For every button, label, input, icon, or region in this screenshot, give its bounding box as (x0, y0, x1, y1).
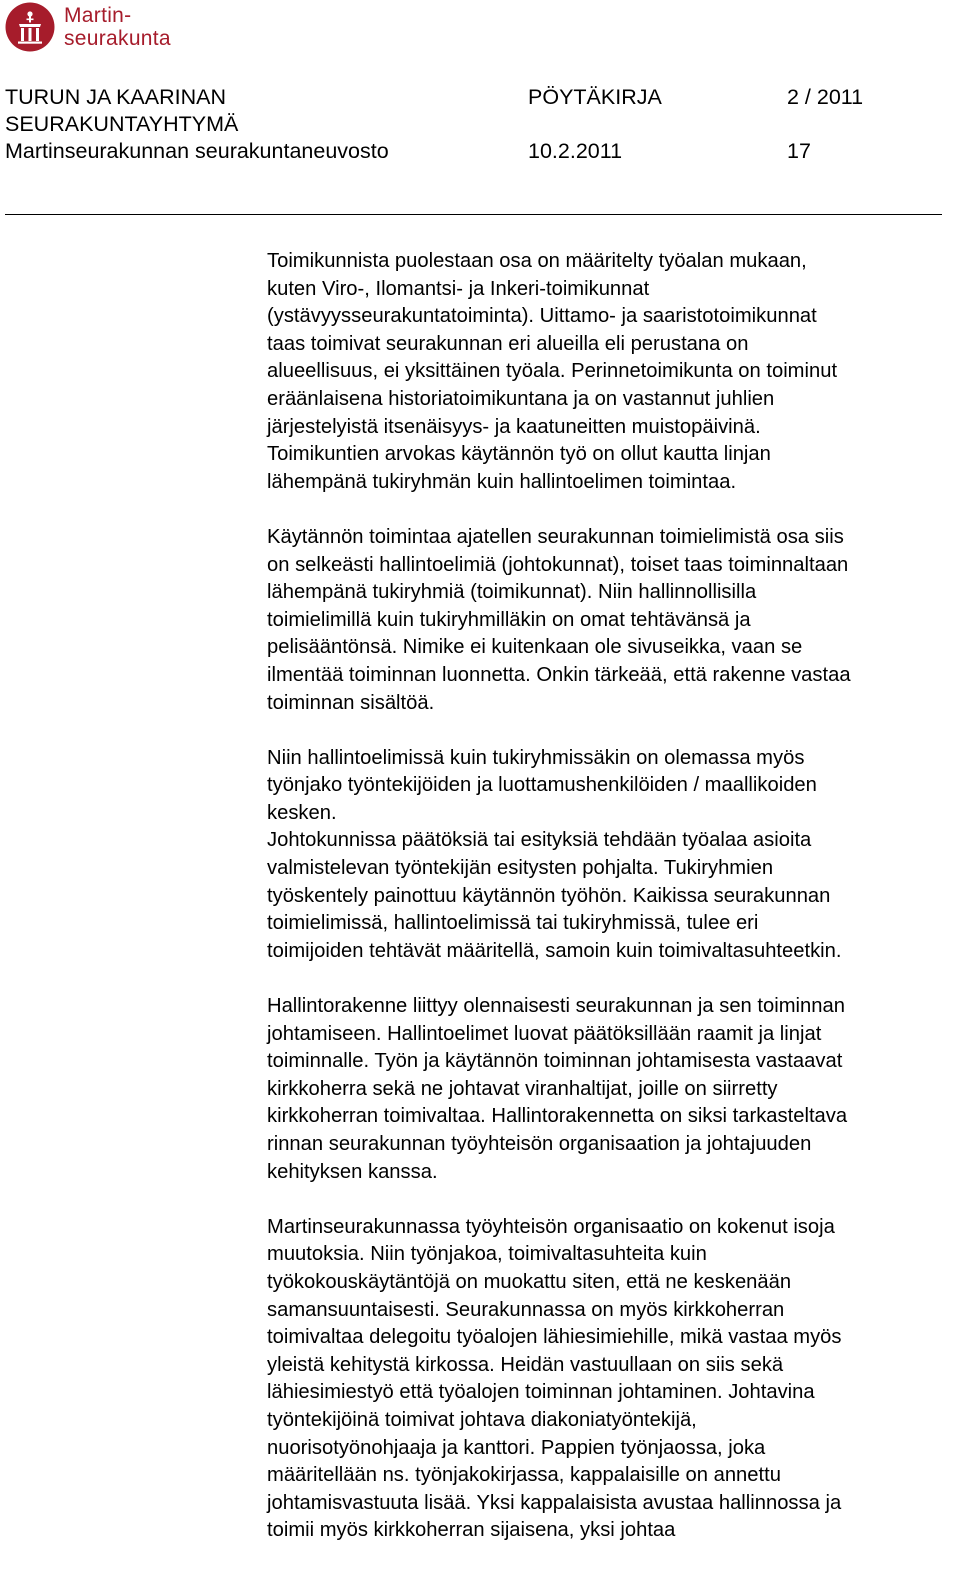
paragraph-line: lähiesimiestyö että työalojen toiminnan johtaminen. Johtavina (267, 1381, 815, 1404)
paragraph-line: työskentely painottuu käytännön työhön. Kaikissa seurakunnan (267, 884, 831, 907)
paragraph-line: työkokouskäytäntöjä on muokattu siten, että ne keskenään (267, 1270, 792, 1293)
paragraph-line: alueellisuus, ei yksittäinen työala. Perinnetoimikunta on toiminut (267, 360, 838, 383)
document-number: 2 / 2011 (787, 85, 864, 109)
header-divider (5, 214, 942, 215)
minutes-body (267, 248, 960, 1573)
paragraph-line: toimivaltaa delegoitu työalojen lähiesimiehille, mikä vastaa myös (267, 1326, 842, 1349)
paragraph-line: pelisääntönsä. Nimike ei kuitenkaan ole sivuseikka, vaan se (267, 636, 803, 659)
paragraph-line: samansuuntaisesti. Seurakunnassa on myös kirkkoherran (267, 1298, 785, 1321)
paragraph-line: määritellään ns. työnjakokirjassa, kappalaisille on annettu (267, 1464, 781, 1487)
paragraph-2 (267, 524, 960, 717)
paragraph-line: kehityksen kanssa. (267, 1160, 438, 1183)
paragraph-line: Niin hallintoelimissä kuin tukiryhmissäkin on olemassa myös (267, 746, 805, 769)
meeting-body: Martinseurakunnan seurakuntaneuvosto (5, 139, 389, 163)
paragraph-line: nuorisotyönohjaaja ja kanttori. Pappien työnjaossa, joka (267, 1436, 766, 1459)
brand-line-2: seurakunta (64, 27, 171, 50)
paragraph-line: johtamiseen. Hallintoelimet luovat päätöksillään raamit ja linjat (267, 1022, 822, 1045)
paragraph-line: johtamisvastuuta lisää. Yksi kappalaisista avustaa hallinnossa ja (267, 1491, 842, 1514)
paragraph-5 (267, 1214, 960, 1545)
paragraph-line: kuten Viro-, Ilomantsi- ja Inkeri-toimikunnat (267, 277, 650, 300)
paragraph-line: valmistelevan työntekijän esitysten pohjalta. Tukiryhmien (267, 857, 774, 880)
org-name-line-1: TURUN JA KAARINAN (5, 85, 227, 109)
brand-logo (5, 2, 171, 52)
paragraph-line: yleistä kehitystä kirkossa. Heidän vastuullaan on siis sekä (267, 1353, 784, 1376)
paragraph-3 (267, 745, 960, 966)
paragraph-line: toiminnalle. Työn ja käytännön toiminnan johtamisesta vastaavat (267, 1050, 843, 1073)
page-number: 17 (787, 139, 811, 163)
paragraph-line: Martinseurakunnassa työyhteisön organisaatio on kokenut isoja (267, 1215, 835, 1238)
paragraph-line: työnjako työntekijöiden ja luottamushenkilöiden / maallikoiden (267, 774, 817, 797)
paragraph-line: on selkeästi hallintoelimiä (johtokunnat), toiset taas toiminnaltaan (267, 553, 849, 576)
paragraph-line: kesken. (267, 801, 337, 824)
document-type: PÖYTÄKIRJA (528, 85, 662, 109)
paragraph-line: ilmentää toiminnan luonnetta. Onkin tärkeää, että rakenne vastaa (267, 663, 851, 686)
paragraph-line: eräänlaisena historiatoimikuntana ja on vastannut juhlien (267, 387, 775, 410)
parish-emblem-icon (5, 2, 55, 52)
paragraph-line: rinnan seurakunnan työyhteisön organisaation ja johtajuuden (267, 1133, 812, 1155)
paragraph-line: toiminnan sisältöä. (267, 691, 435, 714)
paragraph-line: toimielimissä, hallintoelimissä tai tukiryhmissä, tulee eri (267, 912, 759, 935)
brand-wordmark (64, 4, 171, 50)
meeting-date: 10.2.2011 (528, 139, 623, 163)
paragraph-line: Johtokunnissa päätöksiä tai esityksiä tehdään työalaa asioita (267, 829, 812, 852)
paragraph-line: kirkkoherra sekä ne johtavat viranhaltijat, joille on siirretty (267, 1077, 778, 1100)
paragraph-line: työntekijöinä toimivat johtava diakoniatyöntekijä, (267, 1408, 697, 1431)
paragraph-line: lähempänä tukiryhmiä (toimikunnat). Niin hallinnollisilla (267, 581, 757, 604)
paragraph-line: Käytännön toimintaa ajatellen seurakunnan toimielimistä osa siis (267, 525, 844, 548)
paragraph-line: kirkkoherran toimivaltaa. Hallintorakennetta on siksi tarkasteltava (267, 1105, 848, 1128)
paragraph-line: järjestelyistä itsenäisyys- ja kaatuneitten muistopäivinä. (267, 415, 761, 438)
org-name-line-2: SEURAKUNTAYHTYMÄ (5, 112, 239, 136)
paragraph-line: Toimikunnista puolestaan osa on määritelty työalan mukaan, (267, 250, 807, 272)
paragraph-4 (267, 993, 960, 1186)
paragraph-line: Hallintorakenne liittyy olennaisesti seurakunnan ja sen toiminnan (267, 995, 845, 1018)
paragraph-line: toimii myös kirkkoherran sijaisena, yksi johtaa (267, 1519, 676, 1542)
paragraph-1 (267, 248, 960, 496)
paragraph-line: lähempänä tukiryhmän kuin hallintoelimen toimintaa. (267, 470, 737, 493)
paragraph-line: toimijoiden tehtävät määritellä, samoin kuin toimivaltasuhteetkin. (267, 939, 842, 962)
paragraph-line: (ystävyysseurakuntatoiminta). Uittamo- ja saaristotoimikunnat (267, 305, 817, 328)
paragraph-line: muutoksia. Niin työnjakoa, toimivaltasuhteita kuin (267, 1243, 707, 1266)
brand-line-1: Martin- (64, 4, 132, 27)
paragraph-line: taas toimivat seurakunnan eri alueilla eli perustana on (267, 332, 749, 355)
paragraph-line: Toimikuntien arvokas käytännön työ on ollut kautta linjan (267, 443, 771, 466)
paragraph-line: toimielimillä kuin tukiryhmilläkin on omat tehtävänsä ja (267, 608, 751, 631)
